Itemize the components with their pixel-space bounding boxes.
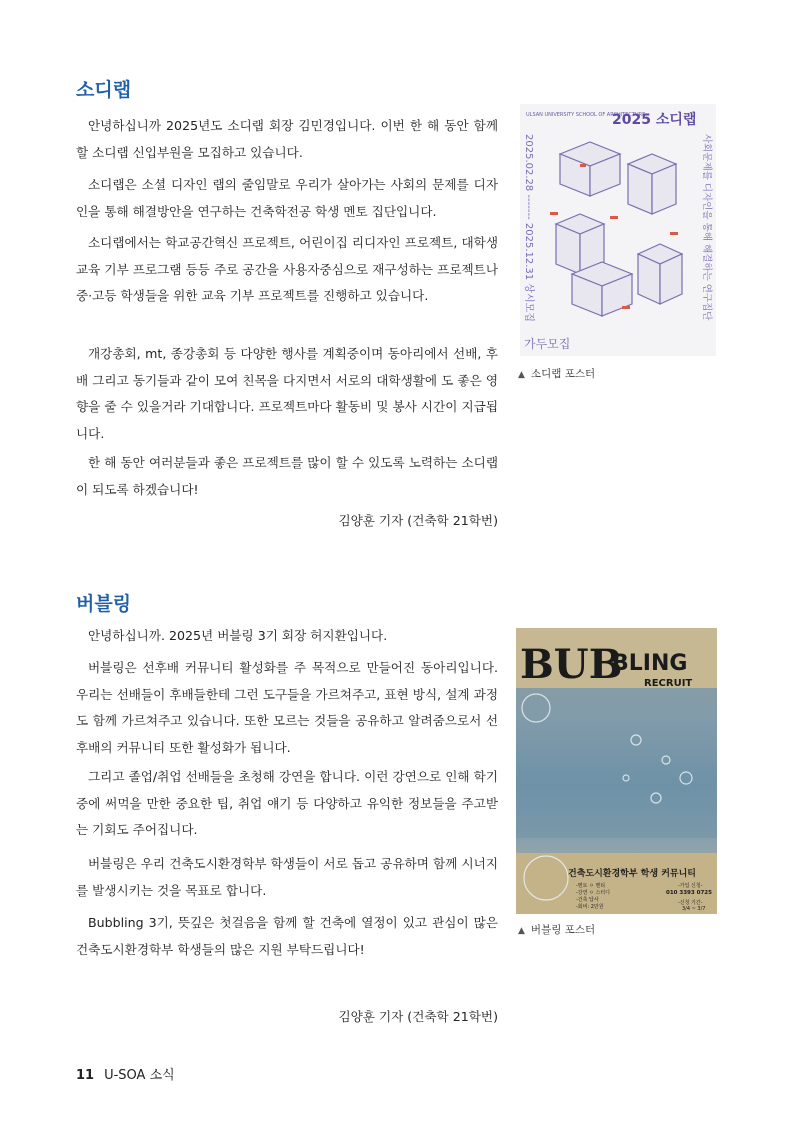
bubbling-poster-list-1: -멘토 ㅇ 멘티	[576, 883, 606, 889]
sodilab-poster-school: ULSAN UNIVERSITY SCHOOL OF ARCHITECTURE	[526, 112, 646, 118]
bubbling-poster-big: BUB	[520, 641, 623, 688]
footer-label: U-SOA 소식	[104, 1068, 175, 1083]
bubbling-paragraph-1: 안녕하십니까. 2025년 버블링 3기 회장 허지환입니다.	[88, 628, 388, 643]
sodilab-paragraph-1: 안녕하십니까 2025년도 소디랩 회장 김민경입니다. 이번 한 해 동안 함께할 소디랩 신입부원을 모집하고 있습니다.	[76, 118, 498, 160]
bubbling-poster	[516, 628, 717, 914]
bubbling-poster-period: 3/4 ~ 3/7	[682, 906, 706, 912]
sodilab-poster	[520, 104, 716, 356]
bubbling-poster-list-2: -강연 ㅇ 스터디	[576, 890, 610, 896]
bubbling-paragraph-5: Bubbling 3기, 뜻깊은 첫걸음을 함께 할 건축에 열정이 있고 관심이 많은 건축도시환경학부 학생들의 많은 지원 부탁드립니다!	[76, 915, 498, 957]
sodilab-byline: 김양훈 기자 (건축학 21학번)	[338, 513, 498, 528]
sodilab-poster-heading: 2025 소디랩	[612, 112, 697, 128]
sodilab-paragraph-4: 개강총회, mt, 종강총회 등 다양한 행사를 계획중이며 동아리에서 선배, 후배 그리고 동기들과 같이 모여 친목을 다지면서 서로의 대학생활에 도 좋은 영향을 줄 수 있을거라 기대합니다. 프로젝트마다 활동비 및 봉사 시간이 지급됩니다.	[76, 346, 498, 441]
sodilab-paragraph-2: 소디랩은 소셜 디자인 랩의 줄임말로 우리가 살아가는 사회의 문제를 디자인을 통해 해결방안을 연구하는 건축학전공 학생 멘토 집단입니다.	[76, 177, 498, 219]
page-footer	[76, 1064, 175, 1083]
sodilab-poster-recruit: 가두모집	[524, 337, 571, 351]
section-title-sodilab: 소디랩	[76, 79, 132, 101]
triangle-icon: ▲	[518, 926, 525, 936]
bubbling-poster-apply: -가입 신청-	[678, 883, 703, 889]
bubbling-poster-community: 건축도시환경학부 학생 커뮤니티	[568, 869, 696, 879]
bubbling-caption	[518, 922, 595, 937]
sodilab-caption	[518, 366, 595, 381]
sodilab-paragraph-5: 한 해 동안 여러분들과 좋은 프로젝트를 많이 할 수 있도록 노력하는 소디랩이 되도록 하겠습니다!	[76, 455, 498, 497]
sodilab-caption-text: 소디랩 포스터	[530, 368, 596, 380]
section-title-bubbling: 버블링	[76, 593, 132, 615]
sodilab-poster-vertical: 사회문제를 디자인을 통해 해결하는 연구집단	[701, 134, 712, 321]
bubbling-caption-text: 버블링 포스터	[530, 924, 596, 936]
bubbling-poster-phone: 010 3393 0725	[666, 890, 712, 896]
bubbling-poster-period-label: -신청 기간-	[678, 900, 703, 906]
bubbling-poster-list-3: -건축 답사	[576, 897, 599, 903]
bubbling-paragraph-4: 버블링은 우리 건축도시환경학부 학생들이 서로 돕고 공유하며 함께 시너지를 발생시키는 것을 목표로 합니다.	[76, 856, 498, 898]
bubbling-poster-recruit: RECRUIT	[644, 678, 693, 689]
sodilab-paragraph-3: 소디랩에서는 학교공간혁신 프로젝트, 어린이집 리디자인 프로젝트, 대학생 교육 기부 프로그램 등등 주로 공간을 사용자중심으로 재구성하는 프로젝트나 중·고등 학생들을 위한 교육 기부 프로젝트를 진행하고 있습니다.	[76, 235, 498, 303]
sodilab-poster-art	[520, 104, 716, 356]
sodilab-poster-dates: 2025.02.28 ------- 2025.12.31 상시모집	[523, 134, 534, 322]
bubbling-byline: 김양훈 기자 (건축학 21학번)	[338, 1009, 498, 1024]
bubbling-poster-bling: BLING	[612, 651, 688, 676]
bubbling-paragraph-2: 버블링은 선후배 커뮤니티 활성화를 주 목적으로 만들어진 동아리입니다. 우리는 선배들이 후배들한테 그런 도구들을 가르쳐주고, 표현 방식, 설계 과정도 함께 가르쳐주고 있습니다. 또한 모르는 것들을 공유하고 알려줌으로서 선후배의 커뮤니티 또한 활성화가 됩니다.	[76, 660, 498, 755]
triangle-icon: ▲	[518, 370, 525, 380]
page-number: 11	[76, 1068, 95, 1083]
bubbling-poster-list-4: -회비: 2만원	[576, 904, 604, 910]
bubbling-poster-art	[516, 628, 717, 914]
bubbling-paragraph-3: 그리고 졸업/취업 선배들을 초청해 강연을 합니다. 이런 강연으로 인해 학기 중에 써먹을 만한 중요한 팁, 취업 얘기 등 다양하고 유익한 정보들을 주고받는 기회도 주어집니다.	[76, 769, 498, 837]
